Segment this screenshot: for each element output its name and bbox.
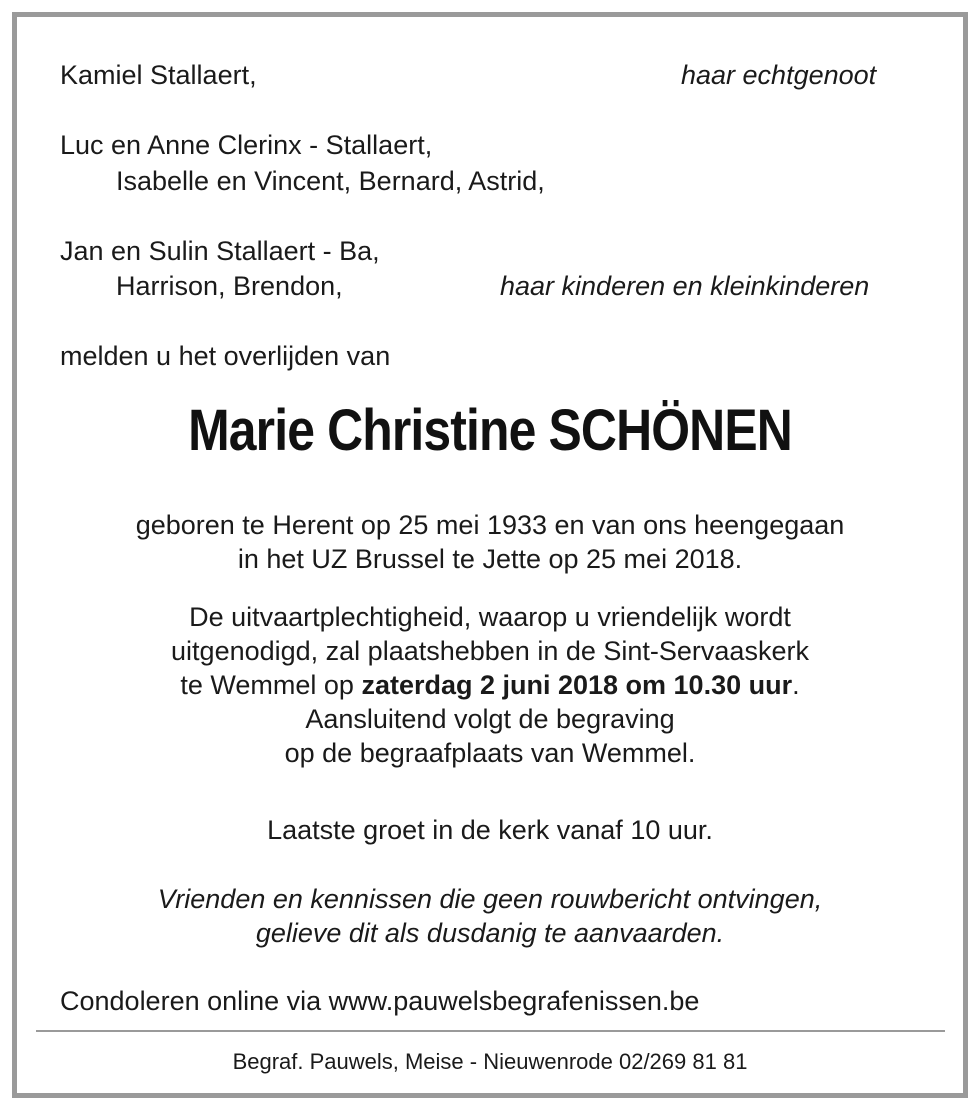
family-line-grandchildren-1: Isabelle en Vincent, Bernard, Astrid, — [116, 166, 545, 196]
ceremony-line-2: uitgenodigd, zal plaatshebben in de Sint-Servaaskerk — [171, 636, 809, 666]
ceremony-date-time: zaterdag 2 juni 2018 om 10.30 uur — [361, 670, 793, 700]
deceased-name: Marie Christine SCHÖNEN — [188, 398, 792, 463]
family-role-spouse: haar echtgenoot — [681, 60, 877, 90]
ceremony-line-3 — [17, 668, 963, 702]
notice-line-2: gelieve dit als dusdanig te aanvaarden. — [255, 918, 725, 948]
ceremony-line-3-suffix: . — [792, 670, 800, 700]
family-line-spouse: Kamiel Stallaert, — [60, 60, 257, 90]
ceremony-line-4: Aansluitend volgt de begraving — [305, 704, 675, 734]
family-line-child-2: Jan en Sulin Stallaert - Ba, — [60, 236, 380, 266]
ceremony-block — [17, 600, 963, 770]
condolences-text: Condoleren online via www.pauwelsbegrafenissen.be — [60, 986, 700, 1016]
birth-death-line-2: in het UZ Brussel te Jette op 25 mei 2018. — [237, 544, 743, 574]
ceremony-line-3-prefix: te Wemmel op — [180, 670, 362, 700]
birth-death-line-1: geboren te Herent op 25 mei 1933 en van ons heengegaan — [135, 510, 845, 540]
ceremony-line-1: De uitvaartplechtigheid, waarop u vriendelijk wordt — [189, 602, 791, 632]
farewell-line: Laatste groet in de kerk vanaf 10 uur. — [267, 815, 713, 845]
birth-death-block — [17, 508, 963, 576]
funeral-home-footer: Begraf. Pauwels, Meise - Nieuwenrode 02/269 81 81 — [232, 1049, 748, 1074]
obituary-frame — [12, 12, 968, 1098]
family-line-grandchildren-2: Harrison, Brendon, — [116, 271, 343, 301]
family-line-child-1: Luc en Anne Clerinx - Stallaert, — [60, 130, 433, 160]
notice-line-1: Vrienden en kennissen die geen rouwbericht ontvingen, — [157, 884, 823, 914]
notice-block — [17, 882, 963, 950]
footer-divider — [36, 1030, 945, 1032]
ceremony-line-5: op de begraafplaats van Wemmel. — [284, 738, 696, 768]
farewell-text — [17, 813, 963, 847]
intro-text: melden u het overlijden van — [60, 341, 391, 371]
family-role-children: haar kinderen en kleinkinderen — [500, 271, 870, 301]
